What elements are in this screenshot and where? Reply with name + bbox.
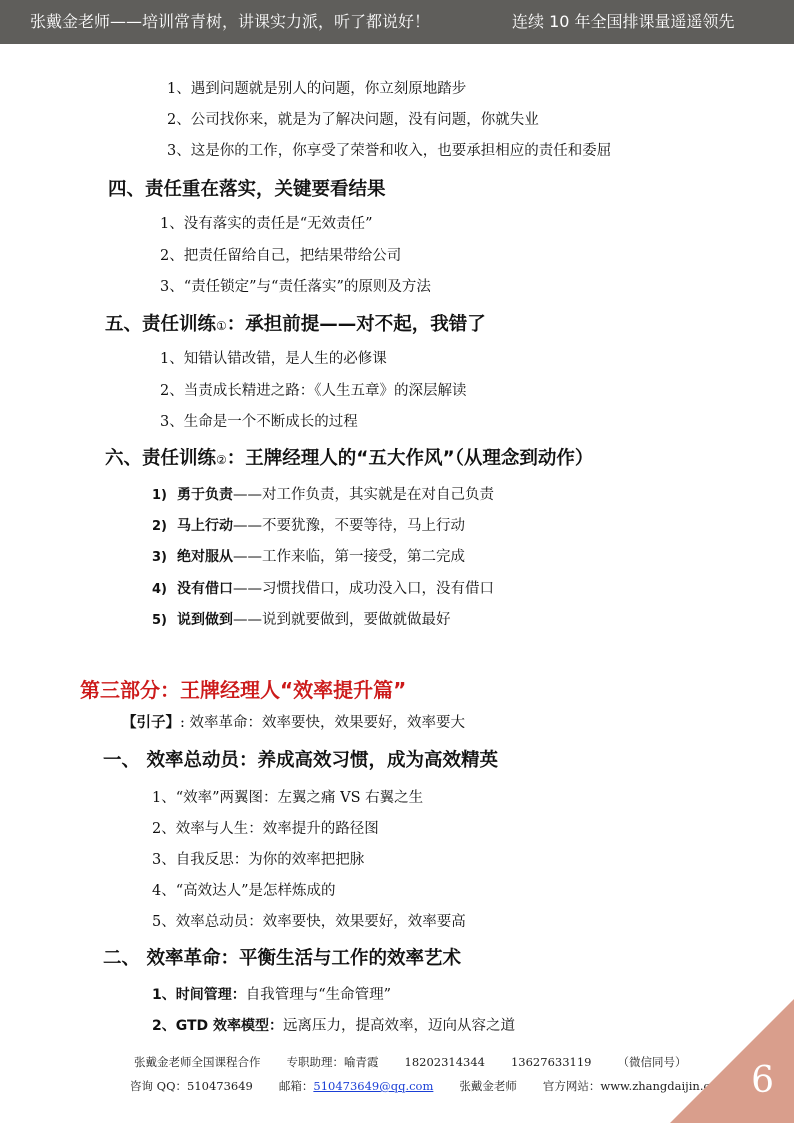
list-item: 1、遇到问题就是别人的问题，你立刻原地踏步 (167, 81, 467, 97)
list-item: 2、把责任留给自己，把结果带给公司 (160, 248, 402, 264)
section-6-heading: 六、责任训练②：王牌经理人的“五大作风”（从理念到动作） (105, 448, 594, 469)
list-item: 1、知错认错改错，是人生的必修课 (160, 351, 387, 367)
header-slogan: 张戴金老师——培训常青树，讲课实力派，听了都说好！ (30, 12, 431, 31)
list-item: 5、效率总动员：效率要快，效果要好，效率要高 (152, 914, 466, 930)
header-banner (0, 0, 794, 44)
list-item: 2、GTD 效率模型：远离压力，提高效率，迈向从容之道 (152, 1018, 516, 1034)
list-item: 2、当责成长精进之路：《人生五章》的深层解读 (160, 383, 467, 399)
list-item: 2、效率与人生：效率提升的路径图 (152, 821, 379, 837)
list-item: 2) 马上行动——不要犹豫，不要等待，马上行动 (152, 518, 465, 534)
list-item: 5) 说到做到——说到就要做到，要做就做最好 (152, 612, 451, 628)
list-item: 3、“责任锁定”与“责任落实”的原则及方法 (160, 279, 431, 295)
list-item: 1、“效率”两翼图：左翼之痛 VS 右翼之生 (152, 790, 424, 806)
chapter-1-heading: 一、 效率总动员：养成高效习惯，成为高效精英 (103, 750, 498, 771)
email-link[interactable]: 510473649@qq.com (313, 1079, 434, 1093)
list-item: 4、“高效达人”是怎样炼成的 (152, 883, 336, 899)
list-item: 2、公司找你来，就是为了解决问题，没有问题，你就失业 (167, 112, 539, 128)
list-item: 1、没有落实的责任是“无效责任” (160, 216, 373, 232)
list-item: 3) 绝对服从——工作来临，第一接受，第二完成 (152, 549, 465, 565)
list-item: 3、自我反思：为你的效率把把脉 (152, 852, 365, 868)
list-item: 3、生命是一个不断成长的过程 (160, 414, 358, 430)
footer-contact-line: 张戴金老师全国课程合作 专职助理：喻青霞 18202314344 13627633119 （微信同号） (134, 1055, 687, 1069)
section-4-heading: 四、责任重在落实，关键要看结果 (108, 179, 386, 200)
header-tagline: 连续 10 年全国排课量遥遥领先 (512, 12, 735, 31)
part-3-heading: 第三部分：王牌经理人“效率提升篇” (80, 678, 407, 702)
list-item: 4) 没有借口——习惯找借口，成功没入口，没有借口 (152, 581, 494, 597)
footer-web-line: 咨询 QQ：510473649 邮箱：510473649@qq.com 张戴金老师 官方网站：www.zhangdaijin.com (130, 1079, 728, 1093)
chapter-2-heading: 二、 效率革命：平衡生活与工作的效率艺术 (103, 948, 461, 969)
list-item: 3、这是你的工作，你享受了荣誉和收入，也要承担相应的责任和委屈 (167, 143, 612, 159)
corner-decoration (670, 999, 794, 1123)
page-number: 6 (751, 1060, 774, 1101)
section-5-heading: 五、责任训练①：承担前提——对不起，我错了 (105, 314, 486, 335)
part-3-lead: 【引子】: 效率革命：效率要快，效果要好，效率要大 (122, 715, 465, 731)
list-item: 1) 勇于负责——对工作负责，其实就是在对自己负责 (152, 487, 494, 503)
list-item: 1、时间管理：自我管理与“生命管理” (152, 987, 392, 1003)
